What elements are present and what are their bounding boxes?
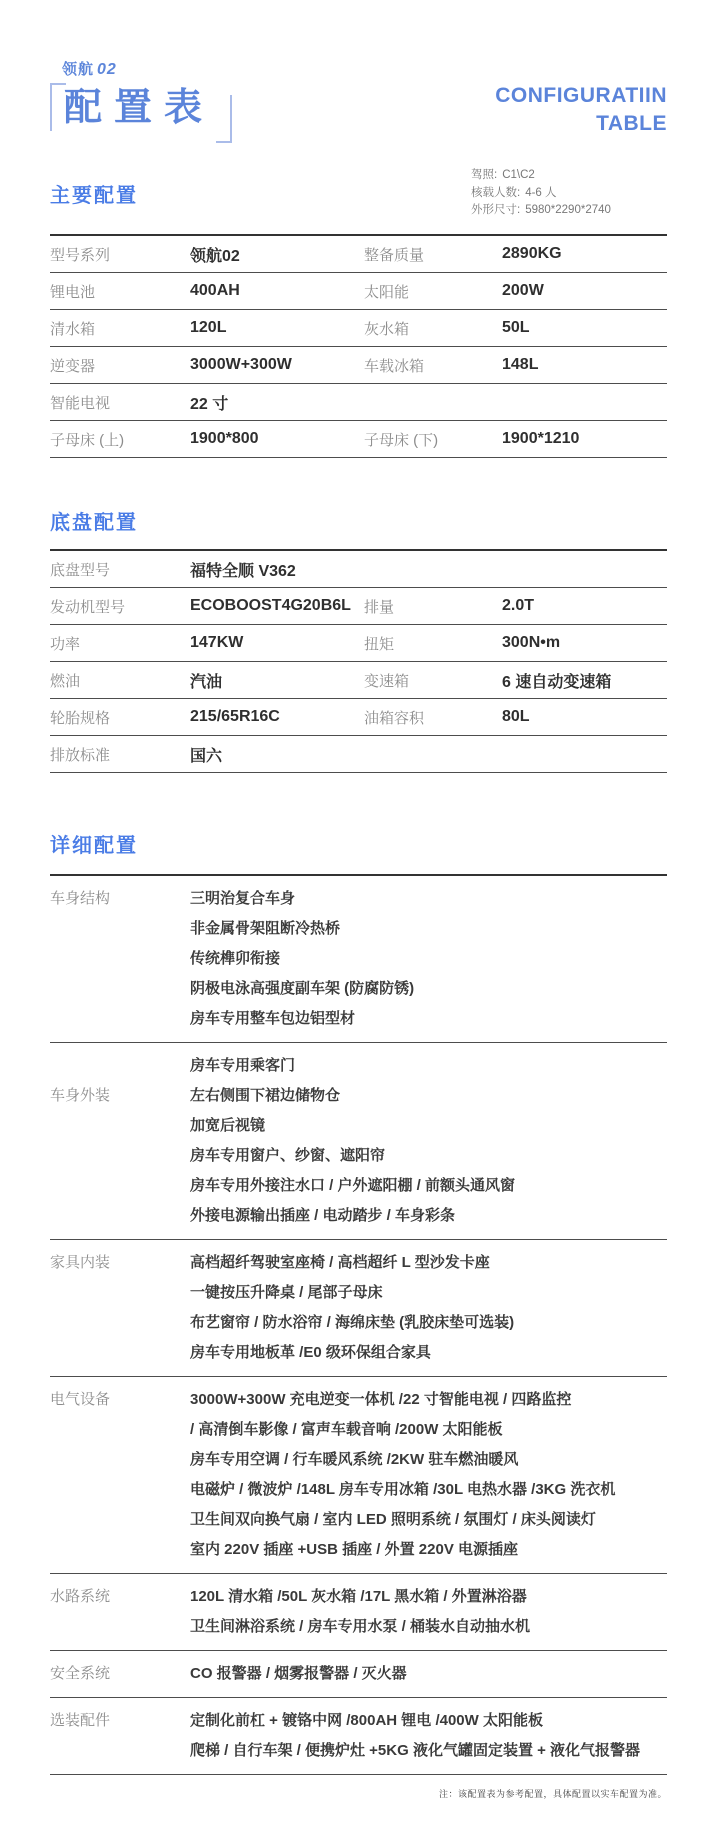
detail-group (50, 876, 667, 1043)
spec-value: 福特全顺 V362 (190, 562, 296, 580)
spec-value: 148L (502, 356, 539, 374)
spec-value: 80L (502, 708, 530, 726)
page-title-frame (50, 81, 232, 143)
page-title: 配置表 (64, 87, 215, 129)
detail-group (50, 1377, 667, 1574)
corner-bracket-top-left-icon (50, 83, 66, 131)
detail-category: 车身外装 (50, 1087, 111, 1105)
detail-group (50, 1651, 667, 1698)
detail-line: 非金属骨架阻断冷热桥 (190, 920, 341, 938)
detail-category: 安全系统 (50, 1665, 111, 1683)
english-title-line2: TABLE (596, 111, 667, 135)
spec-row (50, 736, 667, 773)
section-title-main: 主要配置 (50, 184, 138, 207)
detail-line: 卫生间双向换气扇 / 室内 LED 照明系统 / 氛围灯 / 床头阅读灯 (190, 1511, 596, 1529)
english-title-line1: CONFIGURATIIN (495, 84, 667, 107)
detail-line: 房车专用窗户、纱窗、遮阳帘 (190, 1147, 386, 1165)
section-title-detail: 详细配置 (50, 835, 138, 858)
spec-label: 发动机型号 (50, 598, 126, 616)
corner-bracket-bottom-right-icon (216, 95, 232, 143)
detail-line: CO 报警器 / 烟雾报警器 / 灭火器 (190, 1665, 407, 1683)
spec-row (50, 551, 667, 588)
spec-value: 1900*1210 (502, 430, 580, 448)
dimensions-label: 外形尺寸: (471, 204, 521, 217)
main-section-heading-row (50, 167, 667, 220)
main-config-table (50, 234, 667, 458)
detail-lines (190, 1659, 667, 1689)
section-title-chassis: 底盘配置 (50, 512, 138, 535)
spec-value: 50L (502, 319, 530, 337)
detail-group (50, 1240, 667, 1377)
spec-label: 子母床 (上) (50, 431, 125, 449)
spec-value: 147KW (190, 634, 244, 652)
detail-line: 三明治复合车身 (190, 890, 296, 908)
footer-note: 注：该配置表为参考配置，具体配置以实车配置为准。 (438, 1789, 667, 1800)
capacity-label: 核载人数: (471, 186, 521, 199)
detail-line: 外接电源输出插座 / 电动踏步 / 车身彩条 (190, 1207, 456, 1225)
spec-label: 锂电池 (50, 283, 96, 301)
spec-value: 120L (190, 319, 227, 337)
spec-label: 整备质量 (364, 246, 425, 264)
spec-row (50, 236, 667, 273)
detail-group (50, 1698, 667, 1775)
spec-label: 太阳能 (364, 283, 410, 301)
detail-line: 传统榫卯衔接 (190, 950, 281, 968)
spec-row (50, 625, 667, 662)
detail-lines (190, 884, 667, 1034)
detail-group (50, 1574, 667, 1651)
series-name (62, 58, 232, 79)
spec-row (50, 384, 667, 421)
detail-line: 阴极电泳高强度副车架 (防腐防锈) (190, 980, 415, 998)
spec-value: 领航02 (190, 247, 240, 265)
detail-line: 左右侧围下裙边储物仓 (190, 1087, 341, 1105)
header (50, 58, 667, 143)
spec-value: 400AH (190, 282, 240, 300)
dimensions-info (471, 202, 667, 220)
license-value: C1\C2 (502, 168, 535, 181)
detail-line: / 高清倒车影像 / 富声车载音响 /200W 太阳能板 (190, 1421, 503, 1439)
header-left (50, 58, 232, 143)
detail-line: 卫生间淋浴系统 / 房车专用水泵 / 桶装水自动抽水机 (190, 1618, 531, 1636)
spec-value: 6 速自动变速箱 (502, 673, 612, 691)
detail-category: 家具内装 (50, 1254, 111, 1272)
spec-label: 功率 (50, 635, 81, 653)
chassis-config-table (50, 549, 667, 773)
capacity-value: 4-6 人 (525, 186, 557, 199)
detail-lines (190, 1582, 667, 1642)
detail-line: 3000W+300W 充电逆变一体机 /22 寸智能电视 / 四路监控 (190, 1391, 572, 1409)
detail-category: 水路系统 (50, 1588, 111, 1606)
detail-line: 加宽后视镜 (190, 1117, 266, 1135)
detail-line: 房车专用外接注水口 / 户外遮阳棚 / 前额头通风窗 (190, 1177, 516, 1195)
spec-value: ECOBOOST4G20B6L (190, 597, 351, 615)
spec-value: 2.0T (502, 597, 535, 615)
spec-label: 车载冰箱 (364, 357, 425, 375)
detail-line: 电磁炉 / 微波炉 /148L 房车专用冰箱 /30L 电热水器 /3KG 洗衣机 (190, 1481, 616, 1499)
detail-line: 房车专用地板革 /E0 级环保组合家具 (190, 1344, 431, 1362)
spec-label: 轮胎规格 (50, 709, 111, 727)
detail-line: 房车专用整车包边铝型材 (190, 1010, 356, 1028)
spec-row (50, 662, 667, 699)
spec-row (50, 347, 667, 384)
detail-group (50, 1043, 667, 1240)
spec-value: 国六 (190, 747, 223, 765)
spec-value: 200W (502, 282, 544, 300)
spec-label: 变速箱 (364, 672, 410, 690)
detail-line: 布艺窗帘 / 防水浴帘 / 海绵床垫 (乳胶床垫可选装) (190, 1314, 515, 1332)
page-title-english (495, 82, 667, 137)
license-info (471, 167, 667, 185)
spec-value: 1900*800 (190, 430, 259, 448)
detail-config-table (50, 874, 667, 1775)
spec-label: 扭矩 (364, 635, 395, 653)
detail-line: 定制化前杠 + 镀铬中网 /800AH 锂电 /400W 太阳能板 (190, 1712, 543, 1730)
detail-line: 房车专用乘客门 (190, 1057, 296, 1075)
spec-value: 汽油 (190, 673, 223, 691)
spec-label: 灰水箱 (364, 320, 410, 338)
detail-lines (190, 1385, 667, 1565)
spec-label: 底盘型号 (50, 561, 111, 579)
spec-value: 22 寸 (190, 395, 229, 413)
spec-label: 清水箱 (50, 320, 96, 338)
detail-line: 高档超纤驾驶室座椅 / 高档超纤 L 型沙发卡座 (190, 1254, 490, 1272)
dimensions-value: 5980*2290*2740 (525, 204, 611, 217)
series-label: 领航 (62, 61, 95, 78)
spec-value: 3000W+300W (190, 356, 292, 374)
license-label: 驾照: (471, 168, 498, 181)
spec-row (50, 588, 667, 625)
detail-lines (190, 1248, 667, 1368)
spec-label: 油箱容积 (364, 709, 425, 727)
detail-lines (190, 1706, 667, 1766)
spec-row (50, 273, 667, 310)
spec-label: 智能电视 (50, 394, 111, 412)
spec-label: 排量 (364, 598, 395, 616)
detail-lines (190, 1051, 667, 1231)
capacity-info (471, 185, 667, 203)
spec-label: 燃油 (50, 672, 81, 690)
detail-category: 选装配件 (50, 1712, 111, 1730)
detail-line: 爬梯 / 自行车架 / 便携炉灶 +5KG 液化气罐固定装置 + 液化气报警器 (190, 1742, 641, 1760)
series-number: 02 (97, 61, 117, 78)
spec-label: 逆变器 (50, 357, 96, 375)
spec-label: 型号系列 (50, 246, 111, 264)
detail-line: 一键按压升降桌 / 尾部子母床 (190, 1284, 383, 1302)
spec-row (50, 310, 667, 347)
spec-value: 215/65R16C (190, 708, 280, 726)
detail-category: 车身结构 (50, 890, 111, 908)
detail-line: 房车专用空调 / 行车暖风系统 /2KW 驻车燃油暖风 (190, 1451, 519, 1469)
vehicle-info (471, 167, 667, 220)
detail-line: 室内 220V 插座 +USB 插座 / 外置 220V 电源插座 (190, 1541, 519, 1559)
spec-value: 2890KG (502, 245, 562, 263)
spec-row (50, 699, 667, 736)
detail-category: 电气设备 (50, 1391, 111, 1409)
spec-value: 300N•m (502, 634, 561, 652)
spec-label: 子母床 (下) (364, 431, 439, 449)
spec-row (50, 421, 667, 458)
spec-label: 排放标准 (50, 746, 111, 764)
detail-line: 120L 清水箱 /50L 灰水箱 /17L 黑水箱 / 外置淋浴器 (190, 1588, 527, 1606)
